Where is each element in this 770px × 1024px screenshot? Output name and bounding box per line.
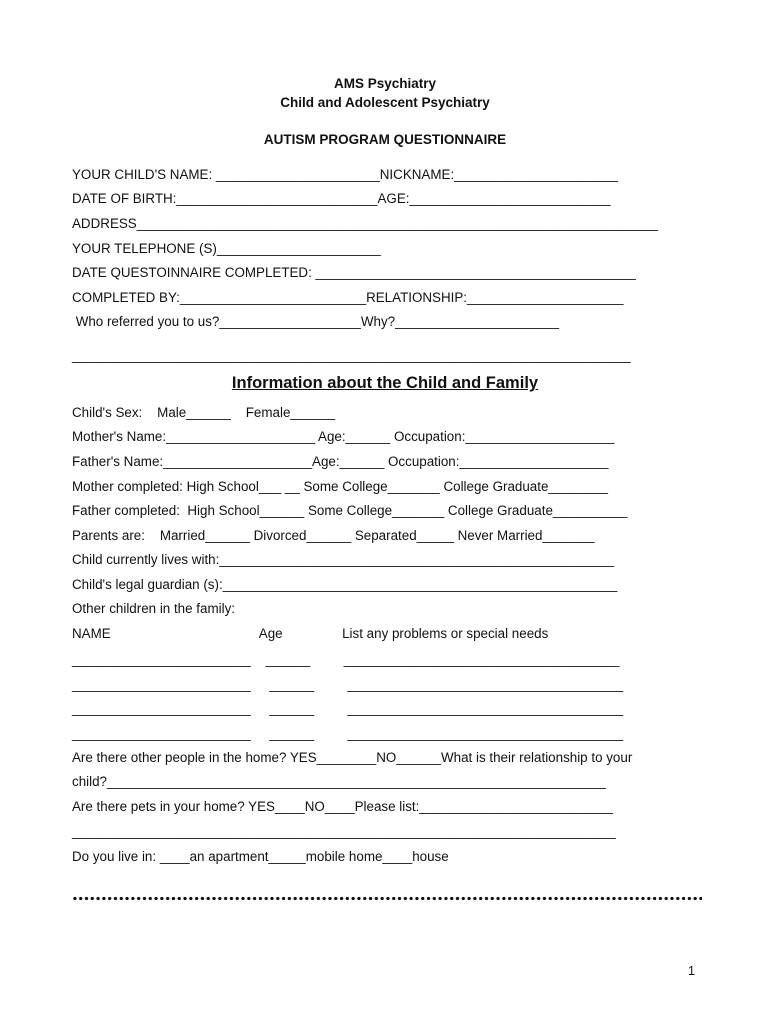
father-education-line[interactable]: Father completed: High School______ Some College_______ College Graduate__________ — [72, 503, 628, 518]
address-line[interactable]: ADDRESS______________________________________________________________________ — [72, 216, 659, 231]
header-dept: Child and Adolescent Psychiatry — [280, 95, 490, 110]
children-row[interactable]: ________________________ ______ _____________________________________ — [72, 652, 620, 667]
children-row[interactable]: ________________________ ______ _____________________________________ — [72, 726, 624, 741]
child-name-line[interactable]: YOUR CHILD'S NAME: ______________________NICKNAME:______________________ — [72, 167, 619, 182]
why-continuation-line[interactable]: ___________________________________________________________________________ — [72, 348, 631, 363]
completed-by-line[interactable]: COMPLETED BY:_________________________RELATIONSHIP:_____________________ — [72, 290, 624, 305]
parents-status-line[interactable]: Parents are: Married______ Divorced______ Separated_____ Never Married_______ — [72, 528, 595, 543]
dob-line[interactable]: DATE OF BIRTH:___________________________AGE:___________________________ — [72, 191, 611, 206]
telephone-line[interactable]: YOUR TELEPHONE (S)______________________ — [72, 241, 381, 256]
page-number: 1 — [688, 964, 695, 978]
mother-education-line[interactable]: Mother completed: High School___ __ Some College_______ College Graduate________ — [72, 479, 608, 494]
date-completed-line[interactable]: DATE QUESTOINNAIRE COMPLETED: ___________________________________________ — [72, 265, 636, 280]
mother-name-line[interactable]: Mother's Name:____________________ Age:______ Occupation:____________________ — [72, 429, 615, 444]
header-org: AMS Psychiatry — [333, 76, 437, 91]
pets-line[interactable]: Are there pets in your home? YES____NO____Please list:__________________________ — [72, 799, 613, 814]
father-name-line[interactable]: Father's Name:____________________Age:______ Occupation:____________________ — [72, 454, 609, 469]
section-heading: Information about the Child and Family — [231, 374, 539, 392]
form-title: AUTISM PROGRAM QUESTIONNAIRE — [263, 132, 507, 147]
legal-guardian-line[interactable]: Child's legal guardian (s):_____________________________________________________ — [72, 577, 618, 592]
other-people-line[interactable]: Are there other people in the home? YES________NO______What is their relationship to your — [72, 750, 633, 765]
pets-continuation-line[interactable]: _________________________________________________________________________ — [72, 824, 616, 839]
relationship-line[interactable]: child?___________________________________________________________________ — [72, 774, 606, 789]
children-table-header: NAME Age List any problems or special needs — [72, 626, 549, 641]
dotted-divider — [72, 896, 702, 901]
referred-line[interactable]: Who referred you to us?___________________Why?______________________ — [72, 314, 559, 329]
residence-line[interactable]: Do you live in: ____an apartment_____mobile home____house — [72, 849, 449, 864]
child-lives-with-line[interactable]: Child currently lives with:_____________________________________________________ — [72, 552, 615, 567]
child-sex-line[interactable]: Child's Sex: Male______ Female______ — [72, 405, 336, 420]
other-children-label: Other children in the family: — [72, 601, 235, 616]
children-row[interactable]: ________________________ ______ _____________________________________ — [72, 701, 624, 716]
children-row[interactable]: ________________________ ______ _____________________________________ — [72, 677, 624, 692]
